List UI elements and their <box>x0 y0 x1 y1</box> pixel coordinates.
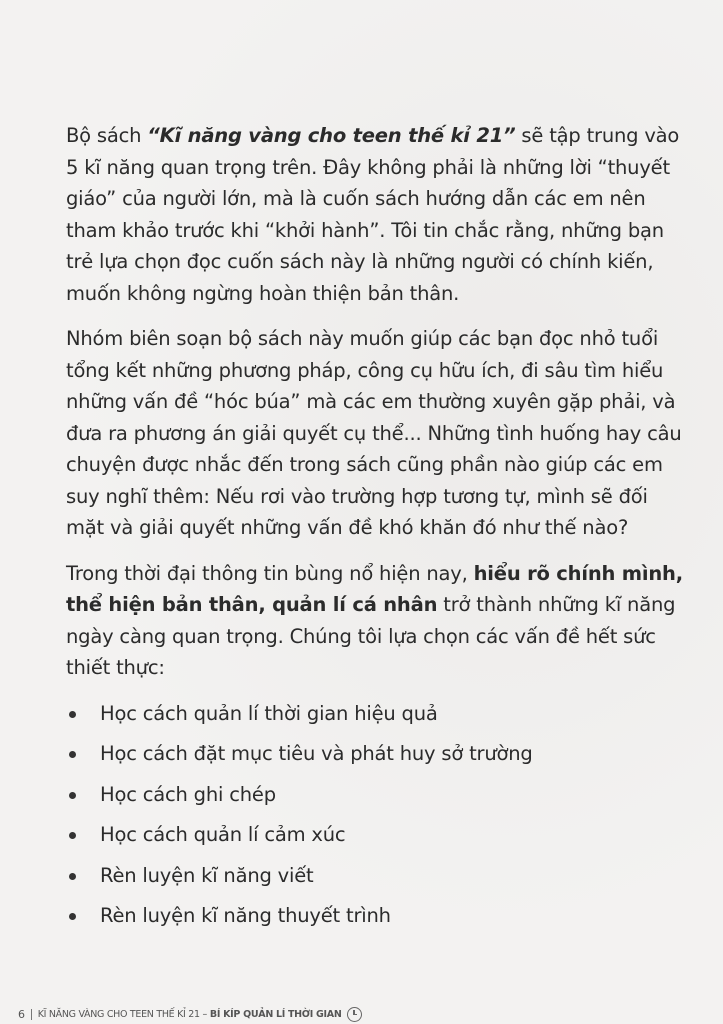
skills-list <box>66 698 686 942</box>
bullet-icon <box>69 913 76 920</box>
page-number: 6 <box>18 1007 25 1021</box>
series-title: “Kĩ năng vàng cho teen thế kỉ 21” <box>147 124 516 147</box>
list-item-text: Học cách đặt mục tiêu và phát huy sở trường <box>100 742 533 766</box>
paragraph-1-rest: sẽ tập trung vào 5 kĩ năng quan trọng trên. Đây không phải là những lời “thuyết giáo” của người lớn, mà là cuốn sách hướng dẫn các em nên tham khảo trước khi “khởi hành”. Tôi tin chắc rằng, những bạn trẻ lựa chọn đọc cuốn sách này là những người có chính kiến, muốn không ngừng hoàn thiện bản thân. <box>66 124 680 305</box>
list-item-text: Rèn luyện kĩ năng thuyết trình <box>100 904 391 928</box>
list-item-text: Rèn luyện kĩ năng viết <box>100 863 314 887</box>
paragraph-3 <box>66 558 686 684</box>
list-item <box>66 779 686 820</box>
paragraph-2: Nhóm biên soạn bộ sách này muốn giúp các bạn đọc nhỏ tuổi tổng kết những phương pháp, công cụ hữu ích, đi sâu tìm hiểu những vấn đề “hóc búa” mà các em thường xuyên gặp phải, và đưa ra phương án giải quyết cụ thể... Những tình huống hay câu chuyện được nhắc đến trong sách cũng phần nào giúp các em suy nghĩ thêm: Nếu rơi vào trường hợp tương tự, mình sẽ đối mặt và giải quyết những vấn đề khó khăn đó như thế nào? <box>66 327 682 539</box>
footer-book-title: BÍ KÍP QUẢN LÍ THỜI GIAN <box>209 1008 342 1020</box>
list-item <box>66 860 686 901</box>
footer-series: KĨ NĂNG VÀNG CHO TEEN THẾ KỈ 21 – <box>37 1008 207 1020</box>
paragraph-1-start: Bộ sách <box>66 124 148 147</box>
list-item <box>66 738 686 779</box>
list-item-text: Học cách ghi chép <box>100 782 276 806</box>
bullet-icon <box>69 711 76 718</box>
paragraph-1 <box>66 120 686 309</box>
bullet-icon <box>69 873 76 880</box>
list-item <box>66 698 686 739</box>
bullet-icon <box>69 832 76 839</box>
paragraph-3-rest: trở thành những kĩ năng ngày càng quan trọng. Chúng tôi lựa chọn các vấn đề hết sức thiết thực: <box>66 593 676 679</box>
page-footer <box>18 1004 362 1024</box>
list-item <box>66 819 686 860</box>
list-item-text: Học cách quản lí cảm xúc <box>100 823 346 847</box>
paragraph-3-bold: hiểu rõ chính mình, thể hiện bản thân, quản lí cá nhân <box>66 561 683 616</box>
paragraph-3-start: Trong thời đại thông tin bùng nổ hiện nay, <box>66 561 474 585</box>
footer-divider <box>31 1009 32 1020</box>
page-content <box>66 120 686 941</box>
bullet-icon <box>69 792 76 799</box>
list-item <box>66 900 686 941</box>
list-item-text: Học cách quản lí thời gian hiệu quả <box>100 701 438 725</box>
bullet-icon <box>69 751 76 758</box>
clock-icon <box>347 1007 362 1022</box>
